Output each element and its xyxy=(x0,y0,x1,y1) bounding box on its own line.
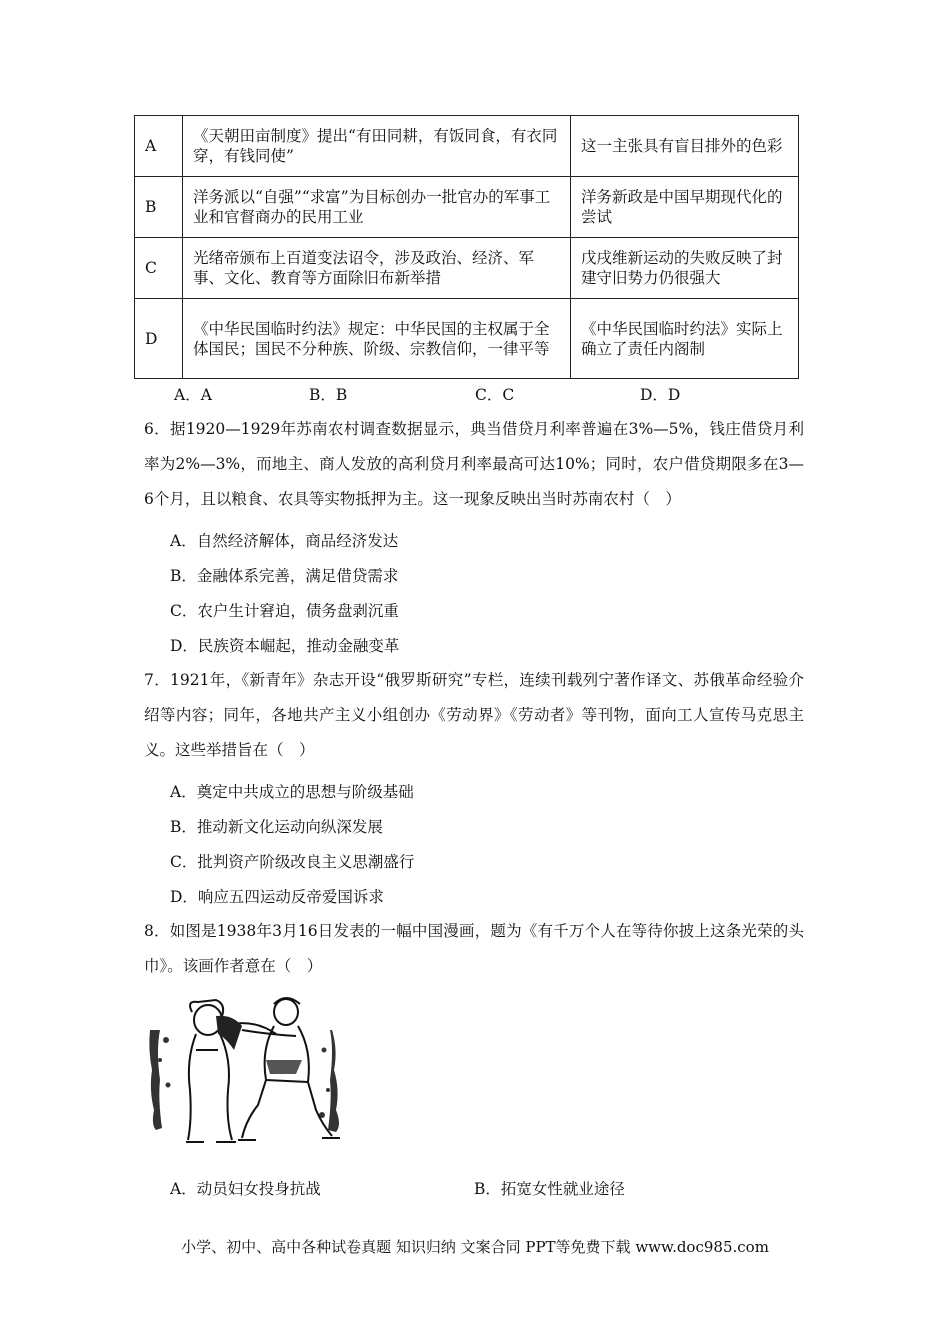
row-evaluation: 《中华民国临时约法》实际上确立了责任内阁制 xyxy=(571,299,799,379)
row-description: 洋务派以“自强”“求富”为目标创办一批官办的军事工业和官督商办的民用工业 xyxy=(183,177,571,238)
cartoon-image xyxy=(146,990,348,1150)
table-row xyxy=(135,177,799,238)
q6-option-d[interactable]: D．民族资本崛起，推动金融变革 xyxy=(170,637,400,655)
q8-stem: 8．如图是1938年3月16日发表的一幅中国漫画，题为《有千万个人在等待你披上这条光荣的头巾》。该画作者意在（ ） xyxy=(144,922,804,975)
choice-a[interactable]: A．A xyxy=(174,386,212,404)
q6-option-a[interactable]: A．自然经济解体，商品经济发达 xyxy=(170,532,399,550)
row-description: 光绪帝颁布上百道变法诏令，涉及政治、经济、军事、文化、教育等方面除旧布新举措 xyxy=(183,238,571,299)
q6-stem: 6．据1920—1929年苏南农村调查数据显示，典当借贷月利率普遍在3%—5%，钱庄借贷月利率为2%—3%，而地主、商人发放的高利贷月利率最高可达10%；同时，农户借贷期限多在3—6个月，且以粮食、农具等实物抵押为主。这一现象反映出当时苏南农村（ ） xyxy=(144,420,804,508)
choice-c[interactable]: C．C xyxy=(475,386,515,404)
q5-choices xyxy=(174,383,874,405)
options-table xyxy=(134,115,799,379)
row-description: 《中华民国临时约法》规定：中华民国的主权属于全体国民；国民不分种族、阶级、宗教信仰，一律平等 xyxy=(183,299,571,379)
q7-option-b[interactable]: B．推动新文化运动向纵深发展 xyxy=(170,818,383,836)
choice-b[interactable]: B．B xyxy=(309,386,348,404)
page-footer: 小学、初中、高中各种试卷真题 知识归纳 文案合同 PPT等免费下载 www.doc985.com xyxy=(181,1238,769,1256)
row-key: A xyxy=(135,116,183,177)
row-evaluation: 这一主张具有盲目排外的色彩 xyxy=(571,116,799,177)
table-row xyxy=(135,299,799,379)
table-row xyxy=(135,116,799,177)
q6-option-b[interactable]: B．金融体系完善，满足借贷需求 xyxy=(170,567,399,585)
q7-option-a[interactable]: A．奠定中共成立的思想与阶级基础 xyxy=(170,783,414,801)
q7-stem: 7．1921年，《新青年》杂志开设“俄罗斯研究”专栏，连续刊载列宁著作译文、苏俄革命经验介绍等内容；同年，各地共产主义小组创办《劳动界》《劳动者》等刊物，面向工人宣传马克思主义。这些举措旨在（ ） xyxy=(144,671,804,759)
row-key: D xyxy=(135,299,183,379)
row-description: 《天朝田亩制度》提出“有田同耕，有饭同食，有衣同穿，有钱同使” xyxy=(183,116,571,177)
q8-option-b[interactable]: B．拓宽女性就业途径 xyxy=(474,1180,625,1198)
q7-option-d[interactable]: D．响应五四运动反帝爱国诉求 xyxy=(170,888,384,906)
q7-option-c[interactable]: C．批判资产阶级改良主义思潮盛行 xyxy=(170,853,415,871)
choice-d[interactable]: D．D xyxy=(640,386,681,404)
row-evaluation: 洋务新政是中国早期现代化的尝试 xyxy=(571,177,799,238)
row-key: B xyxy=(135,177,183,238)
row-evaluation: 戊戌维新运动的失败反映了封建守旧势力仍很强大 xyxy=(571,238,799,299)
q6-option-c[interactable]: C．农户生计窘迫，债务盘剥沉重 xyxy=(170,602,399,620)
row-key: C xyxy=(135,238,183,299)
q8-option-a[interactable]: A．动员妇女投身抗战 xyxy=(170,1180,321,1198)
table-row xyxy=(135,238,799,299)
